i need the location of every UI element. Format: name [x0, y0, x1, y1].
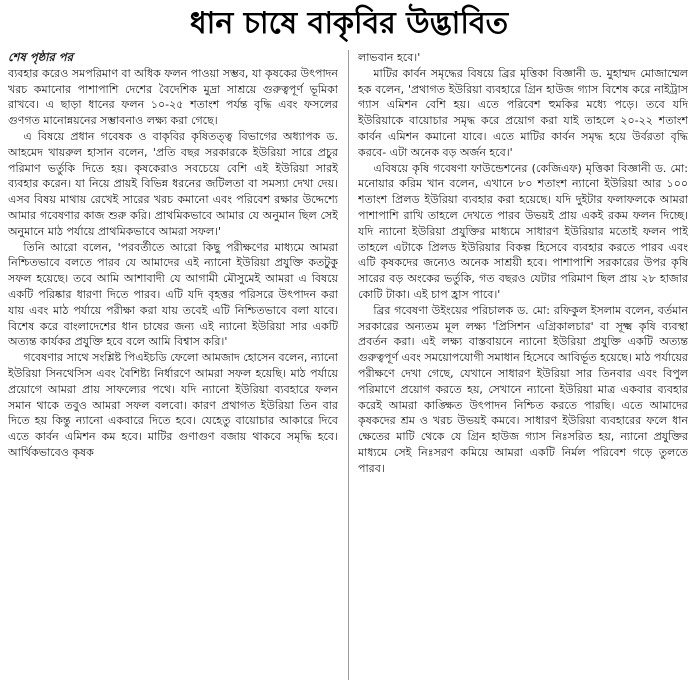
paragraph: লাভবান হবে।' [358, 51, 421, 64]
paragraph: এবিষয়ে কৃষি গবেষণা ফাউন্ডেশনের (কেজিএফ) মৃত্তিকা বিজ্ঞানী ড. মো: মনোয়ার করিম খান বলেন, এখানে ৮০ শতাংশ ন্যানো ইউরিয়া আর ১০০ শতাংশ প্রিলড ইউরিয়া ব্যবহার করা হয়েছে। যদি দুইটার ফলাফলকে আমরা পাশাপাশি রাখি তাহলে দেখতে পারব উভয়ই প্রায় একই রকম ফলন দিচ্ছে। যদি ন্যানো ইউরিয়া প্রযুক্তির মাধ্যমে সাধারণ ইউরিয়ার মতোই ফলন পাই তাহলে এটাকে প্রিলড ইউরিয়ার বিকল্প হিসেবে ব্যবহার করতে পারব এবং এটি কৃষকদের জন্যেও অনেক সাশ্রয়ী হবে। পাশাপাশি সরকারের উপর কৃষি সারের বড় অংকের ভর্তুকি, গত বছরও যেটার পরিমাণ ছিল প্রায় ২৮ হাজার কোটি টাকা। এই চাপ হ্রাস পাবে।' [358, 161, 688, 301]
paragraph: তিনি আরো বলেন, 'পরবর্তীতে আরো কিছু পরীক্ষণের মাধ্যমে আমরা নিশ্চিতভাবে বলতে পারব যে আমাদের এই ন্যানো ইউরিয়া প্রযুক্তি কতটুকু সফল হয়েছে। তবে আমি আশাবাদী যে আগামী মৌসুমেই আমরা এ বিষয়ে একটি পরিষ্কার ধারণা দিতে পারব। এটি যদি বৃহত্তর পরিসরে উৎপাদন করা যায় এবং মাঠ পর্যায়ে পরীক্ষা করা যায় তবেই এটি নিশ্চিতভাবে বলা যাবে। বিশেষ করে বাংলাদেশের ধান চাষের জন্য এই ন্যানো ইউরিয়া সার একটি অত্যন্ত কার্যকর প্রযুক্তি হবে বলে আমি বিশ্বাস করি।' [8, 240, 338, 349]
paragraph: এ বিষয়ে প্রধান গবেষক ও বাকৃবির কৃষিতত্ত্ব বিভাগের অধ্যাপক ড. আহমেদ খায়রুল হাসান বলেন, 'প্রতি বছর সরকারকে ইউরিয়া সারে প্রচুর পরিমাণ ভর্তুকি দিতে হয়। কৃষকেরাও সবচেয়ে বেশি এই ইউরিয়া সারই ব্যবহার করেন। যা নিয়ে প্রায়ই বিভিন্ন ধরনের জটিলতা বা সমস্যা দেখা দেয়। এসব বিষয় মাথায় রেখেই সারের খরচ কমানো এবং পরিবেশ রক্ষার উদ্দেশ্যে আমার গবেষণার কাজ শুরু করি। প্রাথমিকভাবে আমার যে অনুমান ছিল সেই অনুমানে মাঠ পর্যায়ে প্রাথমিকভাবে আমরা সফল।' [8, 129, 338, 238]
headline: ধান চাষে বাকৃবির উদ্ভাবিত [189, 6, 509, 41]
continued-from-label: শেষ পৃষ্ঠার পর [8, 50, 73, 64]
paragraph: গবেষণার সাথে সংশ্লিষ্ট পিএইচডি ফেলো আমজাদ হোসেন বলেন, ন্যানো ইউরিয়া সিনথেসিস এবং বৈশিষ্ট্য নির্ধারণে আমরা সফল হয়েছি। মাঠ পর্যায়ে প্রয়োগে আমরা প্রায় সাফল্যের পথে। যদি ন্যানো ইউরিয়া ব্যবহারে ফলন সমান থাকে তবুও আমরা সফল বলবো। কারণ প্রথাগত ইউরিয়া তিন বার দিতে হয় কিন্তু ন্যানো একবারে দিতে হবে। যেহেতু বায়োচার আকারে দিবে এতে কার্বন এমিশন কম হবে। মাটির গুণাগুণ বজায় থাকবে সমৃদ্ধি হবে। আর্থিকভাবেও কৃষক [8, 351, 338, 459]
paragraph: মাটির কার্বন সমৃদ্ধের বিষয়ে ব্রির মৃত্তিকা বিজ্ঞানী ড. মুহাম্মদ মোজাম্মেল হক বলেন, 'প্রথাগত ইউরিয়া ব্যবহারে গ্রিন হাউজ গ্যাস বিশেষ করে নাইট্রাস গ্যাস এমিশন বেশি হয়। এতে পরিবেশ হুমকির মধ্যে পড়ে। তবে যদি ইউরিয়াকে বায়োচার সমৃদ্ধ করে প্রয়োগ করা যাই তাহলে ২০-২২ শতাংশ কার্বন এমিশন কমানো যাবে। এতে মাটির কার্বন সমৃদ্ধ হয়ে উর্বরতা বৃদ্ধি করবে- এটা অনেক বড় অর্জন হবে।' [358, 66, 688, 159]
column-divider [348, 50, 349, 680]
article-column-right [358, 50, 688, 682]
paragraph: ব্যবহার করেও সমপরিমাণ বা অধিক ফলন পাওয়া সম্ভব, যা কৃষকের উৎপাদন খরচ কমানোর পাশাপাশি দেশের বৈদেশিক মুদ্রা সাশ্রয়ে গুরুত্বপূর্ণ ভূমিকা রাখবে। এ ছাড়া ধানের ফলন ১০-২৫ শতাংশ পর্যন্ত বৃদ্ধি এবং ফসলের গুণগত মানোন্নয়নের সম্ভাবনাও লক্ষ্য করা গেছে। [8, 66, 338, 128]
article-column-left [8, 50, 338, 682]
paragraph: ব্রির গবেষণা উইংয়ের পরিচালক ড. মো: রফিকুল ইসলাম বলেন, বর্তমান সরকারের অন্যতম মূল লক্ষ্য 'প্রিসিশন এগ্রিকালচার' বা সূক্ষ্ম কৃষি ব্যবস্থা প্রবর্তন করা। এই লক্ষ্য বাস্তবায়নে ন্যানো ইউরিয়া প্রযুক্তি একটি অত্যন্ত গুরুত্বপূর্ণ এবং সময়োপযোগী সমাধান হিসেবে আবির্ভূত হয়েছে। মাঠ পর্যায়ের পরীক্ষণে দেখা গেছে, যেখানে সাধারণ ইউরিয়া সার তিনবার এবং বিপুল পরিমাণে প্রয়োগ করতে হয়, সেখানে ন্যানো ইউরিয়া মাত্র একবার ব্যবহার করেই আমরা কাঙ্ক্ষিত উৎপাদন নিশ্চিত করতে পারছি। এতে আমাদের কৃষকদের শ্রম ও খরচ উভয়ই কমবে। সাধারণ ইউরিয়া ব্যবহারের ফলে ধান ক্ষেতের মাটি থেকে যে গ্রিন হাউজ গ্যাস নিঃসরিত হয়, ন্যানো প্রযুক্তির মাধ্যমে সেই নিঃসরণ কমিয়ে আমরা একটি নির্মল পরিবেশ গড়ে তুলতে পারব। [358, 303, 688, 475]
